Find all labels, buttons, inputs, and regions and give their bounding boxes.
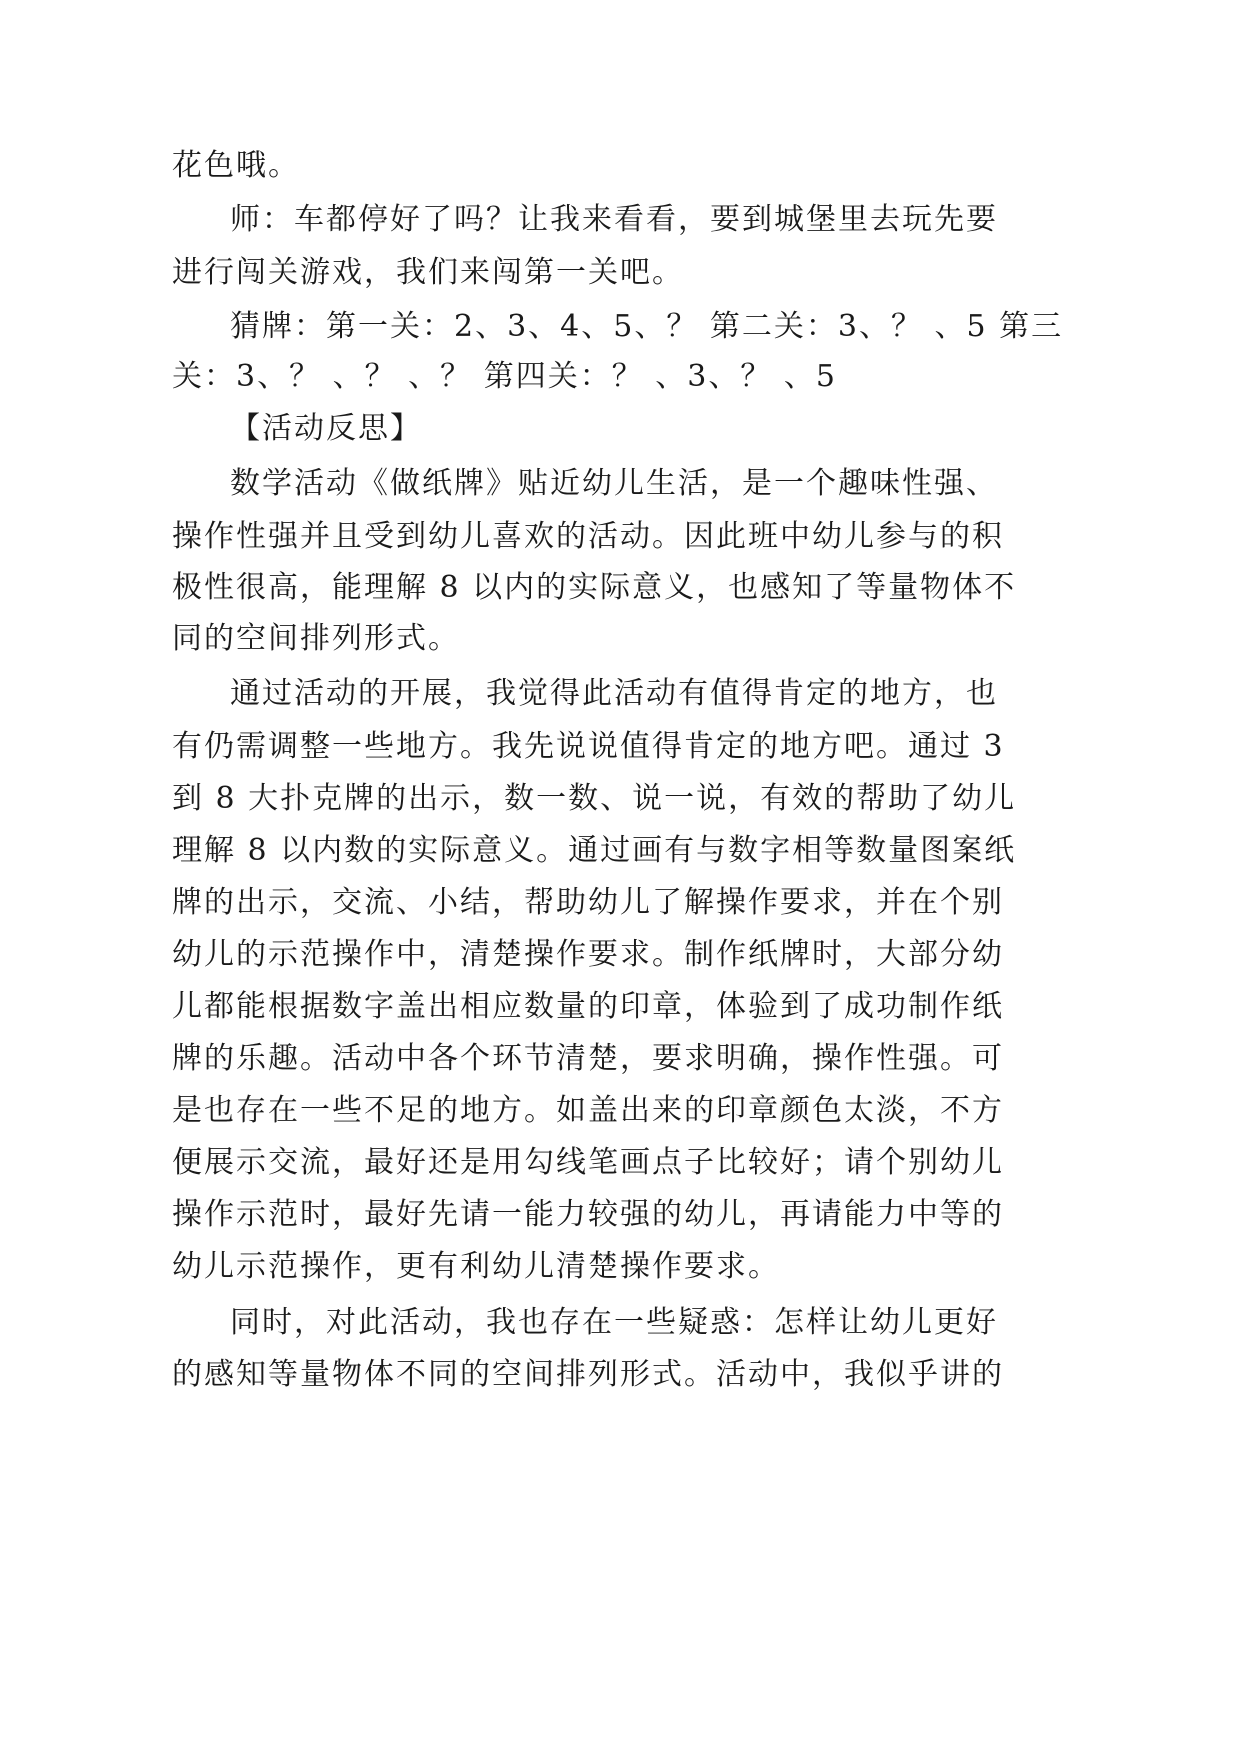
text-line: 同时，对此活动，我也存在一些疑惑：怎样让幼儿更好	[230, 1305, 998, 1340]
text-line: 到 8 大扑克牌的出示，数一数、说一说，有效的帮助了幼儿	[172, 781, 1017, 816]
text-line: 便展示交流，最好还是用勾线笔画点子比较好；请个别幼儿	[172, 1145, 1004, 1180]
text-line: 进行闯关游戏，我们来闯第一关吧。	[172, 255, 684, 290]
text-line: 理解 8 以内数的实际意义。通过画有与数字相等数量图案纸	[172, 833, 1017, 868]
text-line: 通过活动的开展，我觉得此活动有值得肯定的地方，也	[230, 676, 998, 711]
section-heading: 【活动反思】	[230, 411, 422, 446]
text-line: 幼儿示范操作，更有利幼儿清楚操作要求。	[172, 1249, 780, 1284]
text-line: 是也存在一些不足的地方。如盖出来的印章颜色太淡，不方	[172, 1093, 1004, 1128]
text-line: 牌的出示，交流、小结，帮助幼儿了解操作要求，并在个别	[172, 885, 1004, 920]
text-line: 有仍需调整一些地方。我先说说值得肯定的地方吧。通过 3	[172, 729, 1005, 764]
text-line: 同的空间排列形式。	[172, 621, 460, 656]
text-line: 数学活动《做纸牌》贴近幼儿生活，是一个趣味性强、	[230, 466, 998, 501]
text-line: 关：3、？ 、？ 、？ 第四关：？ 、3、？ 、5	[172, 359, 837, 394]
text-line: 猜牌：第一关：2、3、4、5、？ 第二关：3、？ 、5 第三	[230, 309, 1064, 344]
text-line: 操作性强并且受到幼儿喜欢的活动。因此班中幼儿参与的积	[172, 519, 1004, 554]
text-line: 师：车都停好了吗？让我来看看，要到城堡里去玩先要	[230, 202, 998, 237]
text-line: 儿都能根据数字盖出相应数量的印章，体验到了成功制作纸	[172, 989, 1004, 1024]
text-line: 的感知等量物体不同的空间排列形式。活动中，我似乎讲的	[172, 1357, 1004, 1392]
text-line: 幼儿的示范操作中，清楚操作要求。制作纸牌时，大部分幼	[172, 937, 1004, 972]
text-line: 操作示范时，最好先请一能力较强的幼儿，再请能力中等的	[172, 1197, 1004, 1232]
text-line: 花色哦。	[172, 148, 300, 183]
text-line: 极性很高，能理解 8 以内的实际意义，也感知了等量物体不	[172, 570, 1017, 605]
text-line: 牌的乐趣。活动中各个环节清楚，要求明确，操作性强。可	[172, 1041, 1004, 1076]
